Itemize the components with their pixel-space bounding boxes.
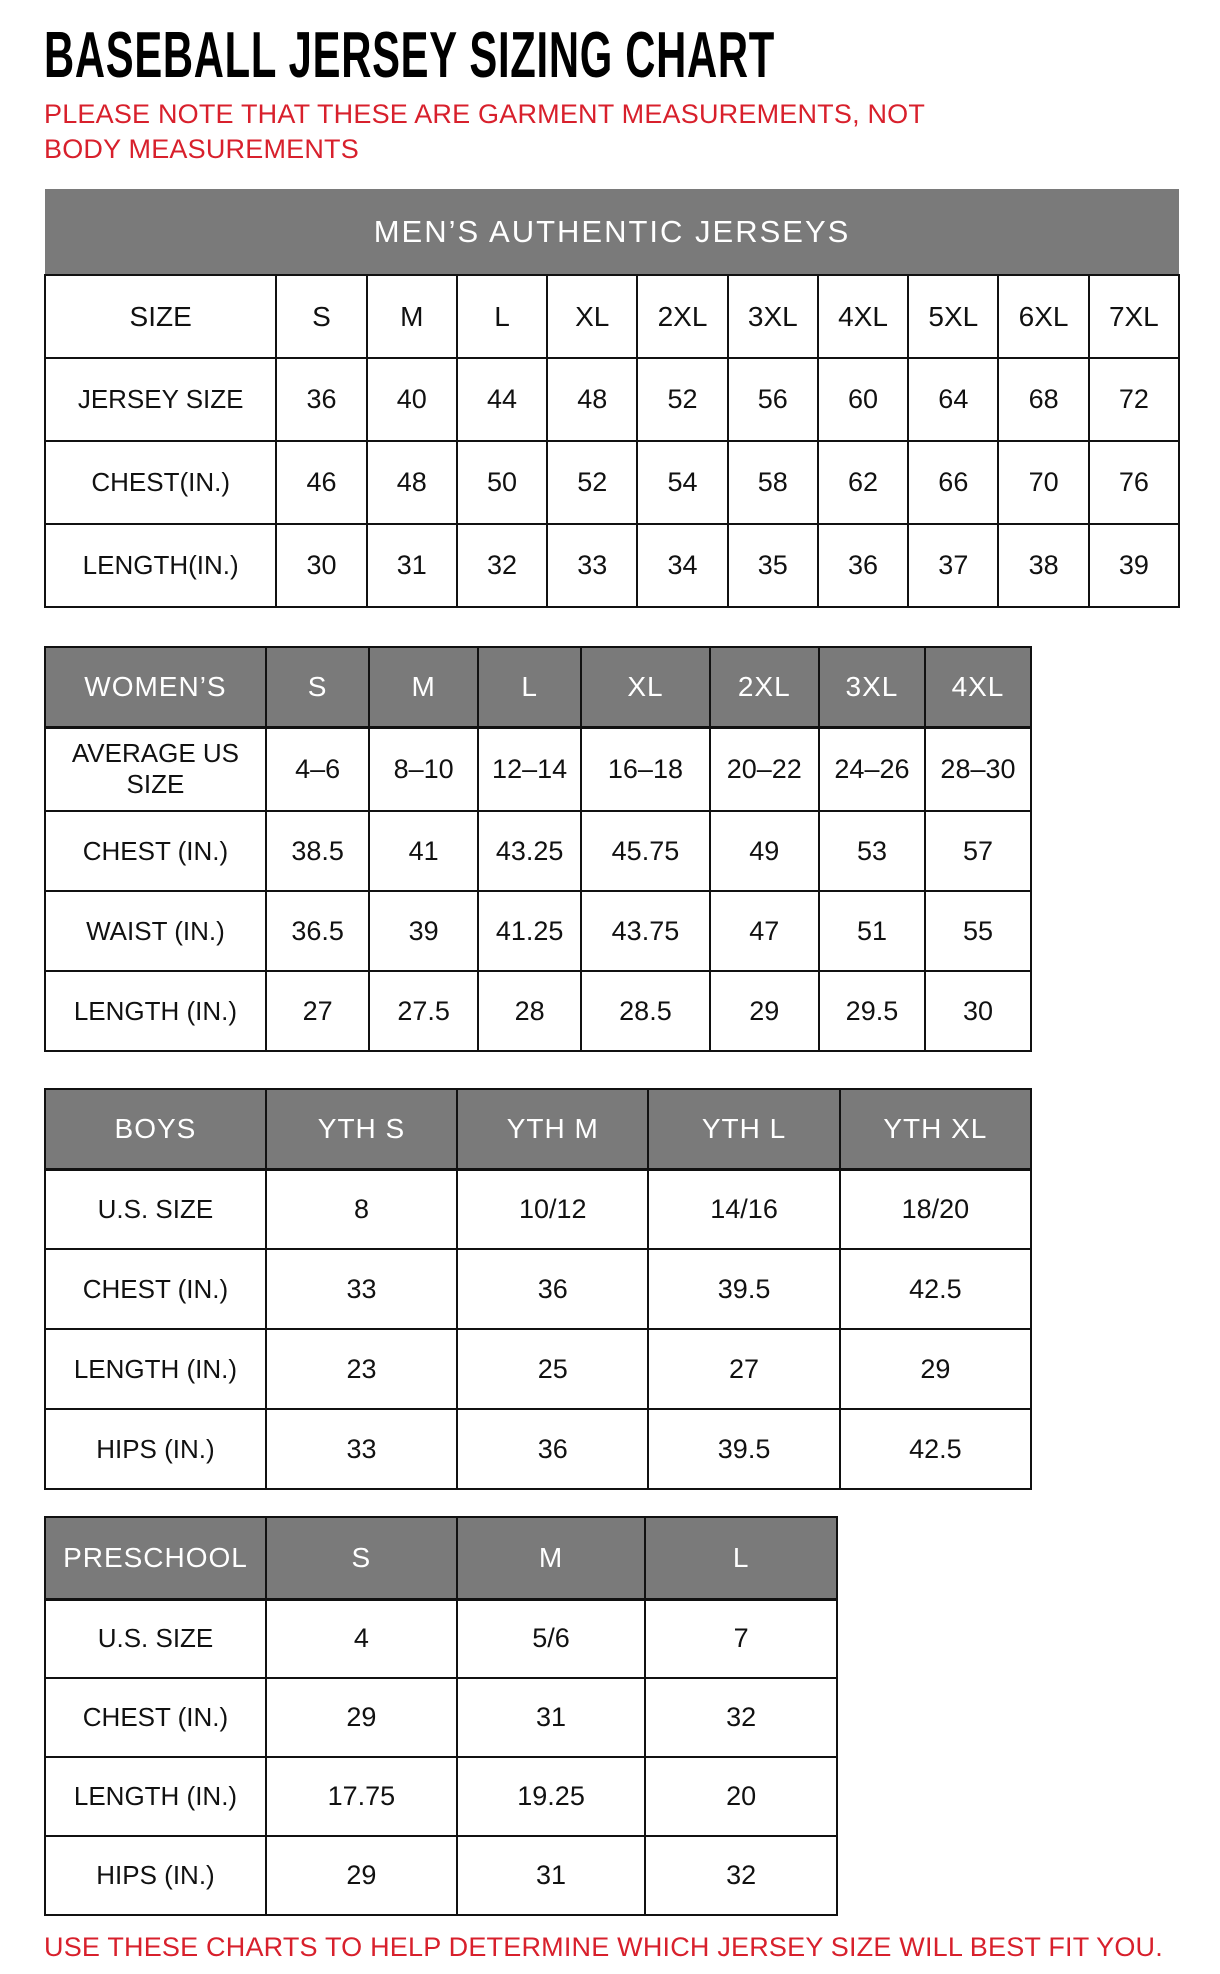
table-row-chest	[45, 441, 1179, 524]
table-cell: 36	[276, 358, 366, 441]
table-cell: 51	[819, 891, 925, 971]
page-title: BASEBALL JERSEY SIZING CHART	[44, 18, 775, 92]
table-cell: 28.5	[581, 971, 709, 1051]
size-column-header: 2XL	[710, 647, 819, 727]
table-cell: 34	[637, 524, 727, 607]
table-cell: 4XL	[818, 275, 908, 358]
table-cell: 39.5	[648, 1409, 839, 1489]
boys-table-header-row	[45, 1089, 1031, 1169]
row-label: SIZE	[45, 275, 276, 358]
table-cell: 17.75	[266, 1757, 457, 1836]
table-cell: 32	[645, 1836, 837, 1915]
table-cell: 45.75	[581, 811, 709, 891]
table-row-waist	[45, 891, 1031, 971]
table-cell: 29	[266, 1836, 457, 1915]
table-cell: 48	[547, 358, 637, 441]
table-cell: 44	[457, 358, 547, 441]
table-cell: 48	[367, 441, 457, 524]
table-cell: 24–26	[819, 727, 925, 811]
mens-table-title: MEN’S AUTHENTIC JERSEYS	[45, 189, 1179, 275]
table-cell: 33	[547, 524, 637, 607]
mens-table-header-row	[45, 189, 1179, 275]
size-column-header: YTH S	[266, 1089, 457, 1169]
table-cell: 23	[266, 1329, 457, 1409]
table-row-length	[45, 971, 1031, 1051]
table-cell: 43.75	[581, 891, 709, 971]
table-cell: 27	[648, 1329, 839, 1409]
preschool-sizing-table	[44, 1516, 838, 1916]
table-cell: 41.25	[478, 891, 582, 971]
table-cell: 20–22	[710, 727, 819, 811]
table-cell: 10/12	[457, 1169, 648, 1249]
boys-sizing-table	[44, 1088, 1032, 1490]
table-cell: 68	[998, 358, 1088, 441]
table-cell: 36	[457, 1249, 648, 1329]
table-cell: 38.5	[266, 811, 370, 891]
row-label: JERSEY SIZE	[45, 358, 276, 441]
table-row-hips	[45, 1409, 1031, 1489]
table-cell: 28	[478, 971, 582, 1051]
table-cell: 37	[908, 524, 998, 607]
table-cell: 2XL	[637, 275, 727, 358]
table-cell: 41	[369, 811, 477, 891]
table-cell: 6XL	[998, 275, 1088, 358]
table-cell: 5/6	[457, 1599, 645, 1678]
table-cell: 53	[819, 811, 925, 891]
size-column-header: YTH L	[648, 1089, 839, 1169]
table-cell: 18/20	[840, 1169, 1031, 1249]
table-cell: 57	[925, 811, 1031, 891]
table-cell: 31	[457, 1836, 645, 1915]
table-cell: 40	[367, 358, 457, 441]
table-cell: 32	[645, 1678, 837, 1757]
table-cell: 29.5	[819, 971, 925, 1051]
table-cell: 16–18	[581, 727, 709, 811]
table-cell: XL	[547, 275, 637, 358]
table-row-length	[45, 524, 1179, 607]
row-label: LENGTH (IN.)	[45, 1757, 266, 1836]
table-cell: 50	[457, 441, 547, 524]
table-cell: 42.5	[840, 1409, 1031, 1489]
preschool-table-header-row	[45, 1517, 837, 1599]
table-cell: 31	[457, 1678, 645, 1757]
table-cell: 12–14	[478, 727, 582, 811]
table-cell: 4–6	[266, 727, 370, 811]
table-cell: M	[367, 275, 457, 358]
table-row-us-size	[45, 1599, 837, 1678]
table-row-jersey-size	[45, 358, 1179, 441]
row-label: CHEST (IN.)	[45, 1678, 266, 1757]
table-cell: 54	[637, 441, 727, 524]
womens-table-header-row	[45, 647, 1031, 727]
row-label: AVERAGE US SIZE	[45, 727, 266, 811]
table-cell: 60	[818, 358, 908, 441]
row-label: U.S. SIZE	[45, 1169, 266, 1249]
fit-advice-footer: USE THESE CHARTS TO HELP DETERMINE WHICH JERSEY SIZE WILL BEST FIT YOU.	[44, 1932, 1163, 1963]
table-cell: 19.25	[457, 1757, 645, 1836]
womens-table-title: WOMEN’S	[45, 647, 266, 727]
table-cell: 29	[710, 971, 819, 1051]
table-cell: 43.25	[478, 811, 582, 891]
table-row-hips	[45, 1836, 837, 1915]
table-row-length	[45, 1329, 1031, 1409]
table-cell: 42.5	[840, 1249, 1031, 1329]
table-row-chest	[45, 1678, 837, 1757]
row-label: HIPS (IN.)	[45, 1836, 266, 1915]
table-cell: 33	[266, 1249, 457, 1329]
size-column-header: YTH XL	[840, 1089, 1031, 1169]
table-cell: 36	[457, 1409, 648, 1489]
table-cell: 70	[998, 441, 1088, 524]
table-cell: 7XL	[1089, 275, 1179, 358]
table-cell: 76	[1089, 441, 1179, 524]
table-cell: 7	[645, 1599, 837, 1678]
row-label: LENGTH (IN.)	[45, 1329, 266, 1409]
table-cell: 39.5	[648, 1249, 839, 1329]
size-column-header: S	[266, 647, 370, 727]
table-cell: 36.5	[266, 891, 370, 971]
table-cell: 30	[925, 971, 1031, 1051]
table-cell: 29	[266, 1678, 457, 1757]
table-cell: 39	[369, 891, 477, 971]
garment-measurements-note: PLEASE NOTE THAT THESE ARE GARMENT MEASUREMENTS, NOT BODY MEASUREMENTS	[44, 98, 925, 164]
table-cell: 55	[925, 891, 1031, 971]
table-row-size	[45, 275, 1179, 358]
preschool-table-title: PRESCHOOL	[45, 1517, 266, 1599]
table-cell: 33	[266, 1409, 457, 1489]
table-cell: 62	[818, 441, 908, 524]
table-cell: 8–10	[369, 727, 477, 811]
row-label: HIPS (IN.)	[45, 1409, 266, 1489]
table-cell: 39	[1089, 524, 1179, 607]
table-cell: 47	[710, 891, 819, 971]
table-cell: 32	[457, 524, 547, 607]
mens-sizing-table	[44, 189, 1180, 608]
table-cell: 25	[457, 1329, 648, 1409]
row-label: CHEST (IN.)	[45, 1249, 266, 1329]
table-row-chest	[45, 811, 1031, 891]
table-row-us-size	[45, 1169, 1031, 1249]
row-label: LENGTH (IN.)	[45, 971, 266, 1051]
table-row-average-us-size	[45, 727, 1031, 811]
table-cell: 3XL	[728, 275, 818, 358]
table-cell: 4	[266, 1599, 457, 1678]
size-column-header: YTH M	[457, 1089, 648, 1169]
size-column-header: M	[369, 647, 477, 727]
row-label: CHEST(IN.)	[45, 441, 276, 524]
table-cell: 52	[547, 441, 637, 524]
size-column-header: 4XL	[925, 647, 1031, 727]
womens-sizing-table	[44, 646, 1032, 1052]
table-row-chest	[45, 1249, 1031, 1329]
size-column-header: M	[457, 1517, 645, 1599]
row-label: U.S. SIZE	[45, 1599, 266, 1678]
table-cell: 30	[276, 524, 366, 607]
table-cell: 46	[276, 441, 366, 524]
table-cell: 49	[710, 811, 819, 891]
table-cell: 31	[367, 524, 457, 607]
table-cell: 29	[840, 1329, 1031, 1409]
table-cell: 27.5	[369, 971, 477, 1051]
table-cell: S	[276, 275, 366, 358]
table-cell: 35	[728, 524, 818, 607]
size-column-header: L	[478, 647, 582, 727]
table-cell: 56	[728, 358, 818, 441]
table-cell: 52	[637, 358, 727, 441]
table-cell: 27	[266, 971, 370, 1051]
row-label: CHEST (IN.)	[45, 811, 266, 891]
row-label: WAIST (IN.)	[45, 891, 266, 971]
table-cell: 66	[908, 441, 998, 524]
size-column-header: L	[645, 1517, 837, 1599]
boys-table-title: BOYS	[45, 1089, 266, 1169]
table-cell: 36	[818, 524, 908, 607]
size-column-header: XL	[581, 647, 709, 727]
size-column-header: 3XL	[819, 647, 925, 727]
table-row-length	[45, 1757, 837, 1836]
table-cell: 20	[645, 1757, 837, 1836]
table-cell: 5XL	[908, 275, 998, 358]
table-cell: 8	[266, 1169, 457, 1249]
table-cell: 58	[728, 441, 818, 524]
size-column-header: S	[266, 1517, 457, 1599]
table-cell: 38	[998, 524, 1088, 607]
table-cell: 28–30	[925, 727, 1031, 811]
table-cell: L	[457, 275, 547, 358]
table-cell: 72	[1089, 358, 1179, 441]
table-cell: 64	[908, 358, 998, 441]
table-cell: 14/16	[648, 1169, 839, 1249]
row-label: LENGTH(IN.)	[45, 524, 276, 607]
